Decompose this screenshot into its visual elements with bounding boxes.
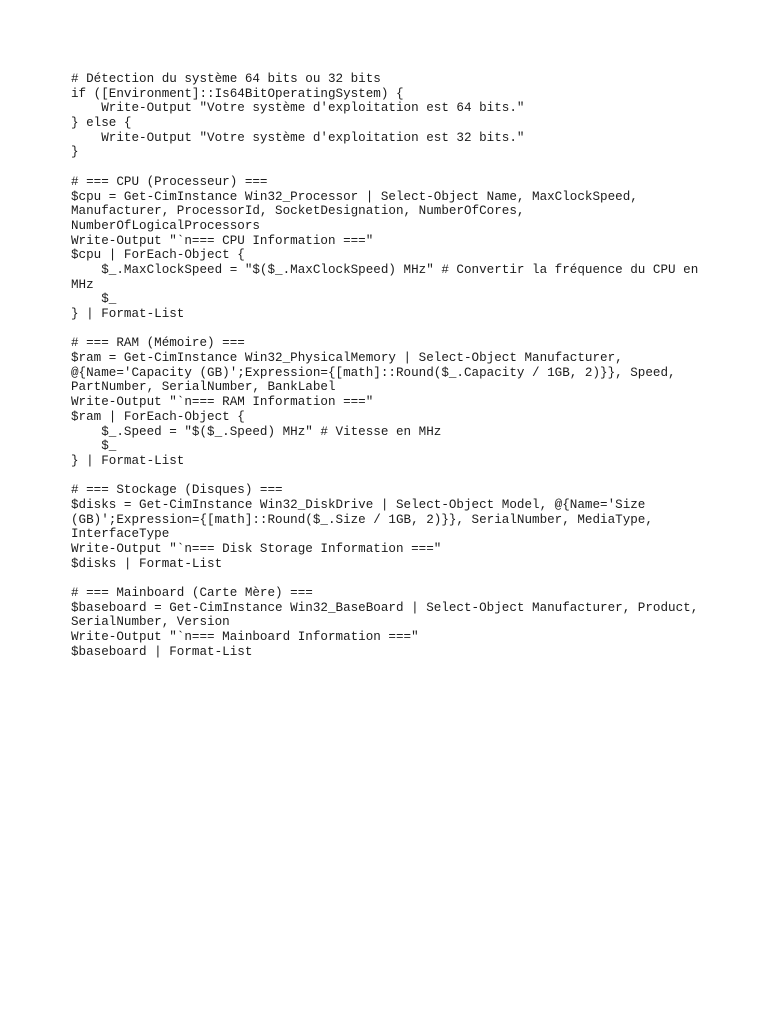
code-line: (GB)';Expression={[math]::Round($_.Size / 1GB, 2)}}, SerialNumber, MediaType, <box>71 512 653 527</box>
code-line <box>71 322 721 337</box>
code-line: # === CPU (Processeur) === <box>71 174 268 189</box>
code-line: Write-Output "`n=== Disk Storage Information ===" <box>71 542 442 556</box>
code-line: $cpu | ForEach-Object { <box>71 248 245 263</box>
code-line: $baseboard = Get-CimInstance Win32_BaseBoard | Select-Object Manufacturer, Product, <box>71 600 699 615</box>
code-line: # === Stockage (Disques) === <box>71 483 283 498</box>
code-line: } | Format-List <box>71 453 185 468</box>
code-line: PartNumber, SerialNumber, BankLabel <box>71 380 336 395</box>
code-line: $_ <box>71 292 117 307</box>
code-line: # === Mainboard (Carte Mère) === <box>71 586 313 601</box>
code-line: $ram | ForEach-Object { <box>71 409 245 424</box>
code-line: @{Name='Capacity (GB)';Expression={[math]::Round($_.Capacity / 1GB, 2)}}, Speed, <box>71 365 676 380</box>
code-line: Write-Output "`n=== CPU Information ===" <box>71 233 374 248</box>
code-line: Write-Output "Votre système d'exploitation est 32 bits." <box>71 130 525 145</box>
code-line: NumberOfLogicalProcessors <box>71 218 260 233</box>
code-line <box>71 160 721 175</box>
code-line: $disks | Format-List <box>71 556 223 571</box>
code-line: Manufacturer, ProcessorId, SocketDesignation, NumberOfCores, <box>71 204 525 219</box>
code-line: Write-Output "`n=== RAM Information ===" <box>71 395 374 410</box>
code-line: $cpu = Get-CimInstance Win32_Processor | Select-Object Name, MaxClockSpeed, <box>71 189 638 204</box>
code-line <box>71 571 721 586</box>
code-line: Write-Output "Votre système d'exploitation est 64 bits." <box>71 101 525 116</box>
code-line: $_.MaxClockSpeed = "$($_.MaxClockSpeed) MHz" # Convertir la fréquence du CPU en <box>71 262 699 277</box>
code-line: $disks = Get-CimInstance Win32_DiskDrive | Select-Object Model, @{Name='Size <box>71 497 646 512</box>
code-line: $ram = Get-CimInstance Win32_PhysicalMemory | Select-Object Manufacturer, <box>71 351 623 366</box>
code-line: $_.Speed = "$($_.Speed) MHz" # Vitesse en MHz <box>71 424 442 439</box>
code-line <box>71 469 721 484</box>
code-line: } <box>71 145 79 160</box>
code-line: # Détection du système 64 bits ou 32 bits <box>71 72 381 86</box>
document-page <box>71 72 721 660</box>
code-line: $baseboard | Format-List <box>71 644 253 659</box>
code-line: } else { <box>71 116 132 131</box>
code-line: $_ <box>71 439 117 454</box>
code-line: InterfaceType <box>71 527 170 542</box>
code-line: if ([Environment]::Is64BitOperatingSystem) { <box>71 86 404 101</box>
code-line: } | Format-List <box>71 307 185 321</box>
code-line: MHz <box>71 277 94 292</box>
code-line: Write-Output "`n=== Mainboard Information ===" <box>71 630 419 645</box>
code-line: SerialNumber, Version <box>71 615 230 630</box>
code-line: # === RAM (Mémoire) === <box>71 336 245 351</box>
